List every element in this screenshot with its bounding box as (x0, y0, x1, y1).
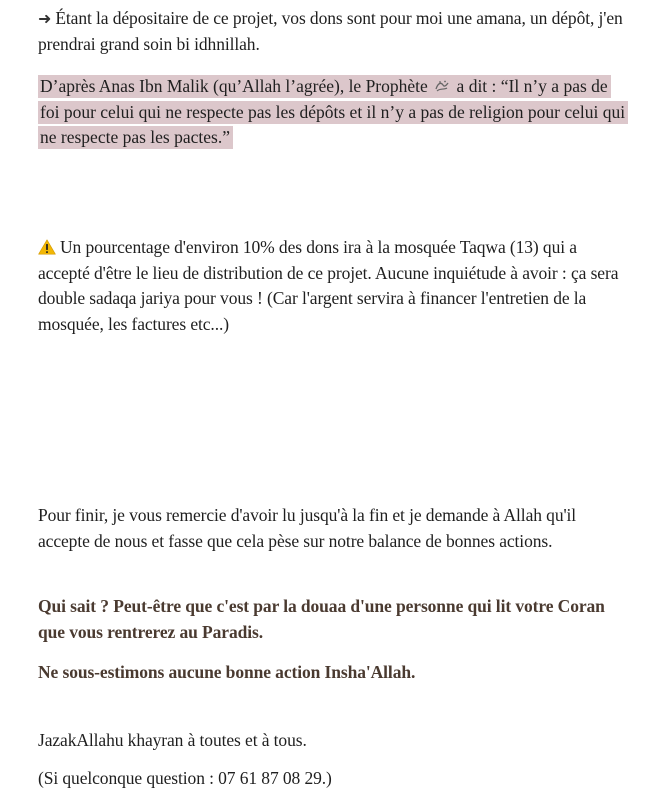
contact-paragraph: (Si quelconque question : 07 61 87 08 29.) (38, 768, 332, 788)
mosque-text: Un pourcentage d'environ 10% des dons ira à la mosquée Taqwa (13) qui a accepté d'être le lieu de distribution de ce projet. Aucune inquiétude à avoir : ça sera double sadaqa jariya pour vous ! (Car l'argent servira à financer l'entretien de la mosquée, les factures etc...) (38, 237, 619, 334)
warning-icon (38, 239, 56, 255)
thanks-paragraph: Pour finir, je vous remercie d'avoir lu jusqu'à la fin et je demande à Allah qu'il accepte de nous et fasse que cela pèse sur notre balance de bonnes actions. (38, 505, 577, 551)
mosque-paragraph (38, 235, 628, 337)
hadith-text-part1: D’après Anas Ibn Malik (qu’Allah l’agrée), le Prophète (40, 76, 428, 96)
closing-paragraph: JazakAllahu khayran à toutes et à tous. (38, 730, 307, 750)
right-arrow-icon: ➜ (38, 9, 52, 28)
paradise-paragraph: Qui sait ? Peut-être que c'est par la douaa d'une personne qui lit votre Coran que vous rentrerez au Paradis. (38, 596, 605, 642)
good-deed-paragraph: Ne sous-estimons aucune bonne action Insha'Allah. (38, 662, 416, 682)
amana-paragraph (38, 6, 628, 57)
hadith-text-part2: a dit : “Il n’y a pas de foi pour celui qui ne respecte pas les dépôts et il n’y a pas de religion pour celui qui ne respecte pas les pactes.” (40, 76, 626, 147)
hadith-highlight (38, 75, 628, 149)
sallallahu-alayhi-wasallam-icon (434, 79, 450, 93)
hadith-quote (38, 74, 628, 151)
amana-text: Étant la dépositaire de ce projet, vos dons sont pour moi une amana, un dépôt, j'en prendrai grand soin bi idhnillah. (38, 8, 623, 54)
